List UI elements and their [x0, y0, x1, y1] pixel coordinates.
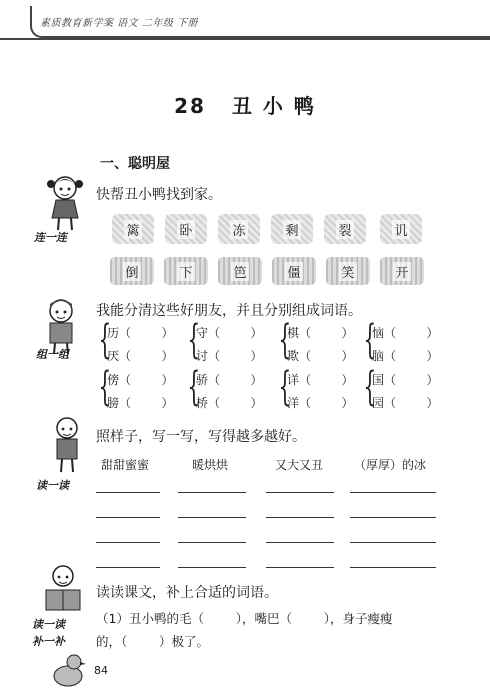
reading-boy-illustration-icon: [44, 414, 90, 476]
pair-first[interactable]: 守（ ）: [196, 326, 263, 340]
word-pair: { 棋（ ） 欺（ ）: [278, 317, 354, 363]
sample-word: （厚厚）的冰: [354, 458, 427, 472]
caption-zu-yi-zu: 组一组: [36, 348, 69, 361]
char-tile[interactable]: 倒: [110, 257, 154, 285]
char-tile[interactable]: 讥: [380, 214, 422, 244]
pair-second[interactable]: 欺（ ）: [287, 349, 354, 363]
char-tile[interactable]: 僵: [272, 257, 316, 285]
bottom-character-row: [110, 257, 420, 289]
word-pair: { 详（ ） 洋（ ）: [278, 364, 354, 410]
pair-second[interactable]: 桥（ ）: [196, 396, 263, 410]
word-pair: { 历（ ） 厌（ ）: [98, 317, 174, 363]
char-tile[interactable]: 笆: [218, 257, 262, 285]
caption-du-yi-du: 读一读: [36, 479, 69, 492]
sample-word: 暖烘烘: [192, 458, 229, 472]
writing-lines: [96, 478, 432, 568]
char-tile[interactable]: 剩: [271, 214, 313, 244]
answer-column: [178, 478, 246, 568]
lesson-title-text: 丑 小 鸭: [231, 94, 316, 118]
fill-in-line-2[interactable]: 的，（ ）极了。: [96, 634, 210, 649]
char-tile[interactable]: 冻: [218, 214, 260, 244]
char-tile[interactable]: 篱: [112, 214, 154, 244]
header-rule: [0, 38, 490, 40]
duckling-illustration-icon: [48, 650, 88, 690]
answer-blank[interactable]: [96, 553, 160, 568]
char-tile[interactable]: 笑: [326, 257, 370, 285]
pair-second[interactable]: 膀（ ）: [107, 396, 174, 410]
word-pair: { 傍（ ） 膀（ ）: [98, 364, 174, 410]
pair-first[interactable]: 历（ ）: [107, 326, 174, 340]
char-tile[interactable]: 开: [380, 257, 424, 285]
lesson-title: [0, 90, 490, 119]
boy-with-book-illustration-icon: [40, 562, 86, 624]
running-header: 素质教育新学案 语文 二年级 下册: [40, 18, 199, 29]
lesson-number: 28: [174, 94, 206, 118]
pair-second[interactable]: 讨（ ）: [196, 349, 263, 363]
answer-blank[interactable]: [266, 478, 334, 493]
girl-illustration-icon: [42, 172, 88, 234]
word-pair: { 守（ ） 讨（ ）: [187, 317, 263, 363]
char-tile[interactable]: 裂: [324, 214, 366, 244]
answer-column: [350, 478, 436, 568]
pair-first[interactable]: 骄（ ）: [196, 373, 263, 387]
answer-blank[interactable]: [350, 553, 436, 568]
answer-blank[interactable]: [178, 478, 246, 493]
answer-blank[interactable]: [96, 503, 160, 518]
char-tile[interactable]: 卧: [165, 214, 207, 244]
answer-blank[interactable]: [350, 478, 436, 493]
answer-blank[interactable]: [350, 528, 436, 543]
char-tile[interactable]: 下: [164, 257, 208, 285]
answer-blank[interactable]: [178, 553, 246, 568]
answer-blank[interactable]: [178, 503, 246, 518]
word-pair: { 骄（ ） 桥（ ）: [187, 364, 263, 410]
pair-second[interactable]: 洋（ ）: [287, 396, 354, 410]
word-pair: { 恼（ ） 脑（ ）: [363, 317, 439, 363]
pair-first[interactable]: 恼（ ）: [372, 326, 439, 340]
task2-instruction: 我能分清这些好朋友，并且分别组成词语。: [96, 303, 362, 319]
answer-blank[interactable]: [266, 553, 334, 568]
answer-blank[interactable]: [266, 503, 334, 518]
caption-du-yi-du-2: 读一读: [32, 618, 65, 631]
task3-instruction: 照样子，写一写，写得越多越好。: [96, 429, 306, 445]
fill-in-line-1[interactable]: （1）丑小鸭的毛（ ），嘴巴（ ），身子瘦瘦: [96, 611, 393, 626]
sample-word: 甜甜蜜蜜: [101, 458, 150, 472]
answer-blank[interactable]: [350, 503, 436, 518]
top-character-row: [112, 214, 412, 248]
pair-first[interactable]: 国（ ）: [372, 373, 439, 387]
task1-instruction: 快帮丑小鸭找到家。: [96, 187, 222, 203]
word-pair: { 国（ ） 园（ ）: [363, 364, 439, 410]
caption-bu-yi-bu: 补一补: [32, 635, 65, 648]
pair-second[interactable]: 脑（ ）: [372, 349, 439, 363]
page-number: 84: [94, 664, 108, 677]
answer-blank[interactable]: [266, 528, 334, 543]
section-heading: 一、聪明屋: [100, 156, 170, 172]
pair-first[interactable]: 详（ ）: [287, 373, 354, 387]
answer-column: [266, 478, 334, 568]
pair-second[interactable]: 园（ ）: [372, 396, 439, 410]
answer-blank[interactable]: [178, 528, 246, 543]
pair-first[interactable]: 傍（ ）: [107, 373, 174, 387]
pair-second[interactable]: 厌（ ）: [107, 349, 174, 363]
task4-instruction: 读读课文，补上合适的词语。: [96, 585, 278, 601]
caption-lian-yi-lian: 连一连: [34, 231, 67, 244]
answer-blank[interactable]: [96, 528, 160, 543]
pair-first[interactable]: 棋（ ）: [287, 326, 354, 340]
sample-word: 又大又丑: [275, 458, 324, 472]
answer-column: [96, 478, 160, 568]
answer-blank[interactable]: [96, 478, 160, 493]
